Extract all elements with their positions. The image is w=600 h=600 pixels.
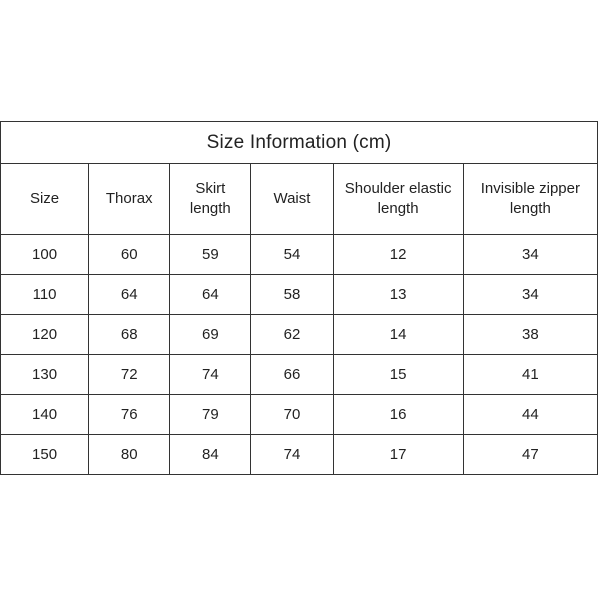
column-header-waist: Waist xyxy=(251,164,333,235)
table-cell-waist: 74 xyxy=(251,435,333,475)
table-cell-skirt-length: 69 xyxy=(170,315,251,355)
table-cell-size: 120 xyxy=(1,315,89,355)
table-cell-invisible-zipper-length: 44 xyxy=(463,395,597,435)
table-cell-waist: 62 xyxy=(251,315,333,355)
column-header-thorax: Thorax xyxy=(89,164,170,235)
table-row xyxy=(1,275,598,315)
table-row xyxy=(1,235,598,275)
column-header-shoulder-elastic-length: Shoulder elastic length xyxy=(333,164,463,235)
table-cell-size: 140 xyxy=(1,395,89,435)
table-cell-skirt-length: 74 xyxy=(170,355,251,395)
table-cell-invisible-zipper-length: 34 xyxy=(463,235,597,275)
table-cell-shoulder-elastic-length: 14 xyxy=(333,315,463,355)
table-row xyxy=(1,315,598,355)
table-cell-waist: 70 xyxy=(251,395,333,435)
table-cell-thorax: 64 xyxy=(89,275,170,315)
table-cell-invisible-zipper-length: 34 xyxy=(463,275,597,315)
table-cell-thorax: 60 xyxy=(89,235,170,275)
column-header-invisible-zipper-length: Invisible zipper length xyxy=(463,164,597,235)
table-cell-shoulder-elastic-length: 15 xyxy=(333,355,463,395)
table-cell-skirt-length: 79 xyxy=(170,395,251,435)
table-cell-thorax: 72 xyxy=(89,355,170,395)
table-cell-skirt-length: 64 xyxy=(170,275,251,315)
table-row xyxy=(1,435,598,475)
table-header-row xyxy=(1,164,598,235)
table-cell-thorax: 80 xyxy=(89,435,170,475)
table-cell-invisible-zipper-length: 38 xyxy=(463,315,597,355)
table-cell-thorax: 68 xyxy=(89,315,170,355)
table-title-row xyxy=(1,122,598,164)
table-cell-invisible-zipper-length: 47 xyxy=(463,435,597,475)
table-cell-invisible-zipper-length: 41 xyxy=(463,355,597,395)
column-header-skirt-length: Skirt length xyxy=(170,164,251,235)
table-cell-shoulder-elastic-length: 12 xyxy=(333,235,463,275)
table-cell-size: 100 xyxy=(1,235,89,275)
table-row xyxy=(1,395,598,435)
table-cell-waist: 58 xyxy=(251,275,333,315)
table-cell-waist: 54 xyxy=(251,235,333,275)
table-cell-skirt-length: 59 xyxy=(170,235,251,275)
table-cell-shoulder-elastic-length: 17 xyxy=(333,435,463,475)
table-cell-shoulder-elastic-length: 13 xyxy=(333,275,463,315)
table-cell-thorax: 76 xyxy=(89,395,170,435)
table-cell-size: 150 xyxy=(1,435,89,475)
size-information-table xyxy=(0,121,598,475)
table-cell-waist: 66 xyxy=(251,355,333,395)
table-cell-size: 110 xyxy=(1,275,89,315)
table-cell-shoulder-elastic-length: 16 xyxy=(333,395,463,435)
table-row xyxy=(1,355,598,395)
table-cell-skirt-length: 84 xyxy=(170,435,251,475)
table-cell-size: 130 xyxy=(1,355,89,395)
table-title: Size Information (cm) xyxy=(1,122,598,164)
column-header-size: Size xyxy=(1,164,89,235)
table-body xyxy=(1,235,598,475)
